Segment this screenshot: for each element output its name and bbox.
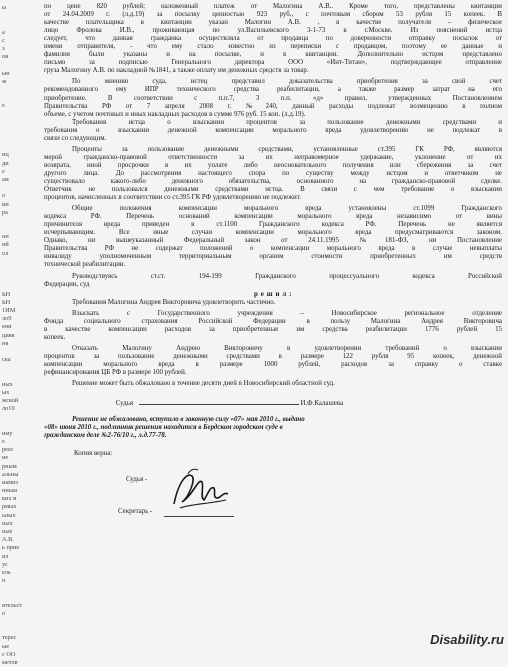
margin-fragment: [0, 110, 38, 118]
document-line: возврата, иной просрочки в их уплате либо неосновательного получения или сбережения за счет: [44, 161, 502, 169]
document-line: Решение может быть обжаловано в течение десяти дней в Новосибирский областной суд.: [72, 380, 335, 388]
document-line: связи со следующим.: [44, 134, 107, 142]
secretary-underline: [164, 510, 234, 517]
document-line: Федерации, суд: [44, 280, 90, 288]
margin-fragment: нным: [2, 487, 17, 495]
margin-fragment: ных: [2, 380, 13, 388]
margin-fragment: ил: [2, 552, 9, 560]
margin-fragment: ые: [2, 642, 10, 650]
sign-secretary-label: Секретарь -: [118, 508, 153, 516]
margin-fragment: о: [2, 192, 6, 200]
margin-fragment: с: [2, 36, 5, 44]
margin-fragment: терес: [2, 634, 17, 642]
margin-fragment: э: [2, 44, 5, 52]
document-line: Правительства РФ не содержат положений о компенсации морального вреда в случае невыплаты: [44, 245, 502, 253]
margin-fragment: ь прие: [2, 544, 20, 552]
margin-fragment: ня: [2, 339, 9, 347]
margin-fragment: иц: [2, 151, 9, 159]
margin-fragment: ких и: [2, 495, 17, 503]
margin-fragment: е: [2, 167, 5, 175]
margin-fragment: реес: [2, 446, 14, 454]
margin-fragment: ий: [2, 241, 9, 249]
margin-fragment: ии: [2, 200, 9, 208]
margin-fragment: ын: [2, 69, 10, 77]
site-watermark: Disability.ru: [430, 632, 504, 647]
margin-fragment: [0, 626, 38, 634]
margin-fragment: о: [2, 609, 6, 617]
judge-label: Судья: [115, 400, 133, 408]
document-line: Однако, ни вышеуказанный Федеральный закон от 24.11.1995 №181-ФЗ, ни Постановление: [44, 237, 502, 245]
margin-fragment: [0, 274, 38, 282]
margin-fragment: [0, 258, 38, 266]
document-page: [44, 3, 502, 647]
judge-line: [44, 398, 502, 406]
margin-fragment: [0, 282, 38, 290]
margin-fragment: [0, 266, 38, 274]
margin-fragment: ени: [2, 323, 12, 331]
document-line: приобретение. В соответствии с п.п.7, 3 п.п. «д» правил, утвержденных Постановлением: [44, 94, 502, 102]
document-line: Правительства РФ от 7 апреля 2008 г. №240, данный расходы подлежат возмещению в полном: [44, 102, 502, 110]
document-line: технической реабилитации.: [44, 261, 126, 269]
document-line: Фонда социального страхования Российской Федерации в пользу Малогина Андрея Викторовича: [44, 317, 502, 325]
sign-judge-label: Судья -: [126, 476, 148, 484]
document-line: письмо за подписью Генерального директора ООО «Инт-Титан», подтверждающее отправление: [44, 59, 502, 67]
margin-fragment: [0, 585, 38, 593]
margin-fragment: [0, 217, 38, 225]
margin-fragment: ам: [2, 175, 9, 183]
margin-fragment: [0, 422, 38, 430]
margin-fragment: ные: [2, 528, 13, 535]
margin-fragment: н: [2, 577, 6, 585]
margin-fragment: [0, 225, 38, 233]
document-line: Отказать Малогину Андрею Викторовичу в удовлетворении требований о взыскании: [72, 344, 502, 352]
margin-fragment: а: [2, 28, 5, 36]
document-line: качестве плательщика в квитанции указан Малогин А.В. , в качестве получателя – физическое: [44, 19, 502, 27]
margin-fragment: альны: [2, 470, 19, 478]
margin-fragment: [0, 413, 38, 421]
document-line: процентов, начисленных в соответствии со ст.395 ГК РФ удовлетворению не подлежит.: [44, 194, 301, 202]
document-body: [44, 3, 502, 388]
margin-fragment: ол: [2, 249, 9, 257]
margin-fragment: [0, 12, 38, 20]
document-line: объеме, с учетом почтовых и иных накладных расходов в сумме 976 руб. 15 коп. (л.д.19).: [44, 110, 306, 118]
margin-fragment: нн: [2, 233, 9, 241]
margin-fragment: ска: [2, 356, 11, 364]
margin-fragment: [0, 20, 38, 28]
document-line: требования о взыскании денежной компенсации морального вреда удовлетворению не подлежат в: [44, 126, 502, 134]
document-line: фамилия были указаны и на посылке, и в квитанции. Дополнительно истцом представлено: [44, 51, 502, 59]
margin-fragment: [0, 184, 38, 192]
appeal-note-line-1: Решение не обжаловано, вступило в законную силу «07» мая 2010 г., выдано: [72, 416, 305, 424]
margin-fragment: [0, 119, 38, 127]
margin-fragment: [0, 594, 38, 602]
margin-fragment: жской: [2, 397, 19, 404]
appeal-note-line-3: гражданском деле №2-76/10 г., л.д.77-78.: [44, 432, 167, 440]
margin-fragment: А.В.: [2, 536, 14, 544]
margin-fragment: рным: [2, 462, 17, 470]
document-line: Общие положения компенсации морального вреда установлены ст.1099 Гражданского: [72, 205, 502, 213]
document-line: исчерпывающим. Все иные случаи компенсации морального вреда предусматриваются законом.: [44, 229, 502, 237]
margin-fragment: с ОО: [2, 650, 16, 658]
copy-label: Копия верна:: [74, 450, 113, 458]
margin-fragment: ж: [2, 77, 7, 85]
document-line: кодекса РФ. Перечень оснований компенсации морального вреда независимо от вины: [44, 213, 502, 221]
appeal-note-line-2: «08» июня 2010 г., подлинник решения находится в Бердском городском суде в: [44, 424, 283, 432]
margin-fragment: [0, 364, 38, 372]
signature-block: [44, 444, 502, 564]
margin-fragment: [0, 94, 38, 102]
margin-fragment: ло9: [2, 315, 12, 323]
appeal-note: [44, 416, 502, 440]
document-line: по цене 820 рублей; наложенный платеж от Малогина А.В.. Кроме того, представлены квитанции: [44, 3, 502, 10]
margin-fragment: [0, 618, 38, 626]
document-line: инвалиду уполномоченным территориальным органом стоимости приобретенных им средств: [44, 253, 502, 261]
document-line: Требования истца о взыскании процентов за пользование денежными средствами и: [72, 118, 502, 126]
margin-fragment: [0, 348, 38, 356]
document-line: Ответчик не пользовался денежными средствами истца. В связи с чем требование о взыскании: [44, 186, 502, 194]
judge-underline: [139, 398, 299, 405]
margin-fragment: метов: [2, 659, 18, 666]
margin-fragment: е: [2, 437, 5, 445]
margin-fragment: ди: [2, 159, 9, 167]
margin-fragment: цияя: [2, 331, 15, 339]
margin-fragment: е: [2, 102, 5, 110]
margin-fragment: [0, 372, 38, 380]
margin-fragment: 1ИМ: [2, 306, 16, 314]
judge-name: И.Ф.Калашева: [300, 400, 344, 408]
document-line: причинителя вреда приведен в ст.1100 Гражданского кодекса РФ. Перечень не является: [44, 221, 502, 229]
document-line: копеек.: [44, 333, 66, 341]
margin-fragment: ра: [2, 208, 8, 216]
margin-fragment: ель: [2, 568, 11, 576]
margin-fragment: [0, 61, 38, 69]
document-line: мерой гражданско-правовой ответственности за их неправомерное удержание, уклонение от их: [44, 153, 502, 161]
margin-fragment: рмых: [2, 503, 17, 511]
document-line: Руководствуясь ст.ст. 194-199 Гражданского процессуального кодекса Российской: [72, 272, 502, 280]
document-line: рекомендованного ему ИПР технического средства реабилитации, а также размер затрат на его: [44, 86, 502, 94]
margin-fragment: ных: [2, 519, 13, 527]
document-line: другого лица. До рассмотрения настоящего спора по существу между истцом и ответчиком не: [44, 169, 502, 177]
document-line: существовало какого-либо денежного обязательства, основанного на гражданско-правовой сделке.: [44, 177, 502, 185]
document-line: лицо Фролова И.В., проживающая по ул.Васильевского 3-1-73 в г.Москве. Из пояснений истца: [44, 27, 502, 35]
document-line: компенсации морального вреда в размере 1000 рублей, расходов за справку о ставке: [44, 360, 502, 368]
document-line: Требования Малогина Андрея Викторовича удовлетворить частично.: [72, 298, 276, 306]
margin-fragment: [0, 127, 38, 135]
margin-fragment: ус: [2, 560, 8, 568]
margin-fragment: [0, 135, 38, 143]
document-line: следует, что данная гражданка осуществляла от продавца по доверенности отправку посылок от: [44, 35, 502, 43]
margin-fragment: [0, 143, 38, 151]
document-line: процентов за пользование денежными средствами в размере 122 рубля 95 копеек, денежной: [44, 352, 502, 360]
margin-fragment: ло10: [2, 405, 15, 413]
margin-fragment: ои: [2, 53, 9, 61]
margin-fragment: ьных: [2, 511, 16, 519]
document-line: имени отправителя, - что ему стало известно из переписки с продавцом, поэтому ее данные и: [44, 43, 502, 51]
decision-heading: р е ш и л :: [253, 290, 293, 298]
margin-fragment: иамиз: [2, 478, 19, 486]
margin-fragment: ЬН: [2, 298, 11, 306]
document-line: в качестве компенсации расходов за приобретенные им средства реабилитации 1776 рублей 15: [44, 325, 502, 333]
document-line: рефинансирования ЦБ РФ в размере 100 рублей.: [44, 369, 187, 377]
margin-fragment: ЬН: [2, 290, 11, 298]
document-line: от 24.04.2009 г. (л.д.19) за посылку ценностью 923 руб., с почтовым сбором 53 рубля 15 копеек. В: [44, 11, 502, 19]
margin-fragment: ятельст: [2, 601, 23, 609]
document-line: Взыскать с Государственного учреждения – Новосибирское региональное отделение: [72, 309, 502, 317]
document-line: Проценты за пользование денежными средствами, установленные ст.395 ГК РФ, являются: [72, 145, 502, 153]
document-line: груза Малогину А.В. по накладной №1841, а также оплату им денежных средств за товар.: [44, 67, 309, 75]
margin-fragment: ие: [2, 454, 9, 462]
margin-fragment: иму: [2, 429, 13, 437]
document-line: По мнению суда, истец представил доказательства приобретения за свой счет: [72, 78, 502, 86]
margin-fragment: ы: [2, 4, 7, 11]
margin-fragment: ых: [2, 388, 10, 396]
left-margin-fragments: [0, 0, 38, 666]
margin-fragment: [0, 86, 38, 94]
